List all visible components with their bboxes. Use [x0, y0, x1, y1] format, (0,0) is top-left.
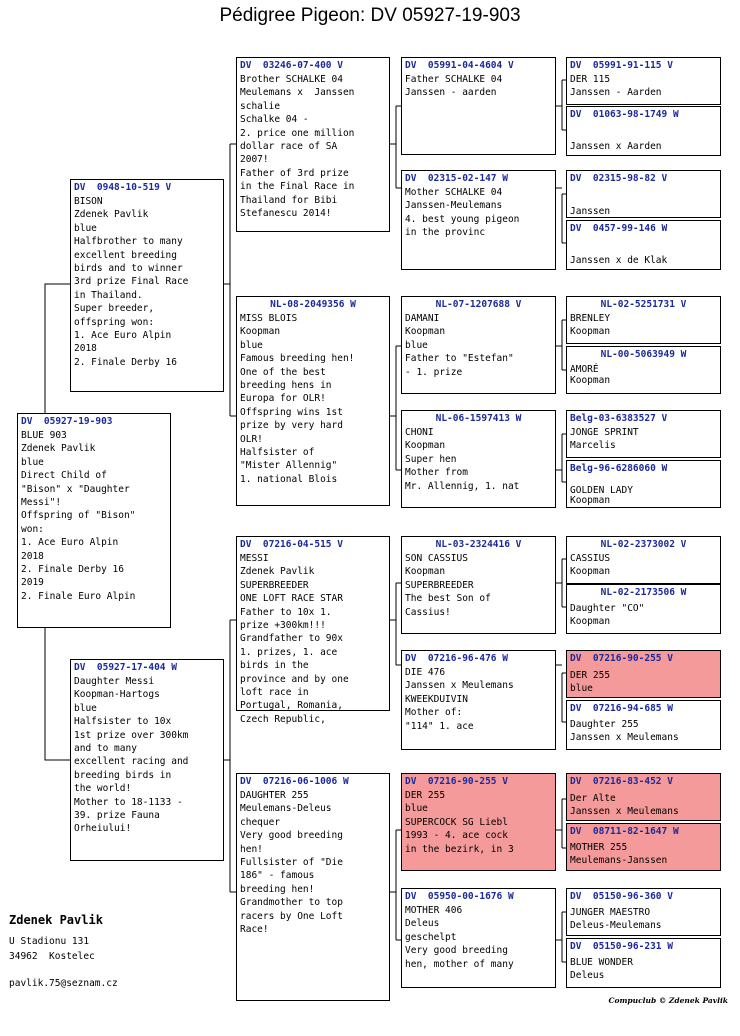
info-line: MOTHER 406 — [405, 905, 463, 916]
info-line: Mother from — [405, 467, 468, 479]
pigeon-info — [237, 72, 389, 220]
info-line: 1. prizes, 1. ace — [240, 646, 338, 658]
info-line: Zdenek Pavlik — [74, 209, 149, 221]
info-line: Zdenek Pavlik — [240, 566, 315, 578]
pedigree-box-g3 — [566, 170, 721, 218]
owner-name: Zdenek Pavlik — [9, 913, 103, 927]
info-line: BLUE 903 — [21, 430, 67, 441]
info-line: 39. prize Fauna — [74, 810, 160, 822]
info-line: SUPERCOCK SG Liebl — [405, 816, 508, 828]
info-line: - 1. prize — [405, 366, 463, 378]
info-line: Offspring wins 1st — [240, 406, 343, 418]
info-line: Europa for OLR! — [240, 393, 326, 405]
info-line: Meulemans-Janssen — [570, 855, 668, 867]
info-line: Father to "Estefan" — [405, 353, 514, 365]
info-line: geschelpt — [405, 931, 457, 943]
info-line: Koopman — [405, 440, 446, 452]
info-line: Mother SCHALKE 04 — [405, 187, 503, 198]
info-line: KWEEKDUIVIN — [405, 693, 468, 705]
info-line: in Thailand. — [74, 289, 143, 301]
pigeon-info — [71, 674, 223, 836]
info-line: Portugal, Romania, — [240, 700, 343, 712]
info-line: Koopman — [405, 566, 446, 578]
pigeon-info — [402, 788, 555, 856]
ring-number: DV 05150-96-360 V — [570, 891, 673, 902]
info-line: Grandfather to 90x — [240, 633, 343, 645]
info-line: 1st prize over 300km — [74, 729, 189, 741]
pigeon-info — [237, 551, 389, 726]
info-line: ONE LOFT RACE STAR — [240, 593, 343, 605]
info-line: Father of 3rd prize — [240, 167, 349, 179]
info-line: Cassius! — [405, 606, 451, 618]
info-line: Janssen x Aarden — [570, 141, 662, 152]
pigeon-info — [567, 185, 720, 220]
owner-info — [9, 912, 118, 991]
pedigree-box-g12 — [566, 700, 721, 750]
info-line: Koopman-Hartogs — [74, 689, 160, 701]
info-line: Koopman — [570, 326, 611, 338]
info-line: Super breeder, — [74, 303, 155, 315]
ring-number: NL-06-1597413 W — [435, 413, 522, 424]
info-line: Orheiului! — [74, 823, 132, 835]
pedigree-box-sss — [401, 57, 556, 155]
info-line: Messi"! — [21, 497, 62, 509]
pigeon-info — [567, 551, 720, 579]
info-line: Halfbrother to many — [74, 236, 183, 248]
info-line: prize +300km!!! — [240, 620, 326, 632]
info-line: Mother of: — [405, 707, 463, 719]
owner-street: U Stadionu 131 — [9, 936, 90, 947]
info-line: Stefanescu 2014! — [240, 208, 332, 220]
info-line: Zdenek Pavlik — [21, 443, 96, 455]
footer-credit: Compuclub © Zdenek Pavlik — [608, 996, 728, 1005]
info-line: Father SCHALKE 04 — [405, 74, 503, 85]
info-line: SON CASSIUS — [405, 553, 468, 564]
info-line: Meulemans-Deleus — [240, 803, 332, 815]
info-line: BISON — [74, 196, 103, 207]
info-line: Deleus-Meulemans — [570, 920, 662, 932]
pedigree-box-ssd — [401, 170, 556, 270]
pigeon-info — [237, 788, 389, 936]
info-line: Janssen x Meulemans — [570, 732, 679, 744]
info-line: DAUGHTER 255 — [240, 790, 309, 801]
ring-number: NL-02-2173506 W — [600, 587, 687, 598]
owner-city: 34962 Kostelec — [9, 951, 95, 962]
pedigree-box-g2 — [566, 106, 721, 156]
ring-number: DV 07216-96-476 W — [405, 653, 508, 664]
ring-number: DV 03246-07-400 V — [240, 60, 343, 71]
info-line: Direct Child of — [21, 470, 107, 482]
info-line: excellent racing and — [74, 756, 189, 768]
info-line: 2. Finale Derby 16 — [74, 356, 177, 368]
ring-number: DV 08711-82-1647 W — [570, 826, 679, 837]
ring-number: Belg-96-6286060 W — [570, 463, 668, 474]
info-line: BLUE WONDER — [570, 957, 633, 968]
pedigree-box-g1 — [566, 57, 721, 105]
ring-number: DV 01063-98-1749 W — [570, 109, 679, 120]
info-line: SUPERBREEDER — [405, 579, 474, 591]
info-line: schalie — [240, 100, 281, 112]
info-line: DIE 476 — [405, 667, 446, 678]
info-line: 2. Finale Euro Alpin — [21, 590, 136, 602]
pigeon-info — [402, 903, 555, 971]
info-line: 2018 — [21, 550, 44, 562]
info-line: BRENLEY — [570, 313, 611, 324]
ring-number: DV 02315-02-147 W — [405, 173, 508, 184]
info-line: 1. Ace Euro Alpin — [74, 330, 172, 342]
pigeon-info — [402, 311, 555, 379]
info-line: Koopman — [405, 326, 446, 338]
pedigree-box-sire-dam — [236, 296, 390, 506]
pigeon-info — [402, 185, 555, 240]
pigeon-info — [567, 715, 720, 745]
pedigree-box-sds — [401, 296, 556, 394]
pedigree-box-sdd — [401, 410, 556, 508]
ring-number: DV 05991-04-4604 V — [405, 60, 514, 71]
info-line: GOLDEN LADY — [570, 485, 633, 496]
info-line: 2018 — [74, 343, 97, 355]
info-line: OLR! — [240, 433, 263, 445]
ring-number: DV 07216-90-255 V — [570, 653, 673, 664]
pedigree-box-g7 — [566, 410, 721, 458]
pigeon-info — [567, 953, 720, 983]
info-line: Famous breeding hen! — [240, 353, 355, 365]
info-line: the world! — [74, 783, 132, 795]
info-line: CASSIUS — [570, 553, 611, 564]
info-line: Koopman — [240, 326, 281, 338]
info-line: dollar race of SA — [240, 141, 338, 153]
info-line: 2. Finale Derby 16 — [21, 564, 124, 576]
info-line: MESSI — [240, 553, 269, 564]
info-line: birds and to winner — [74, 263, 183, 275]
pedigree-box-g8 — [566, 460, 721, 508]
pedigree-box-g14 — [566, 823, 721, 871]
pigeon-info — [567, 72, 720, 100]
info-line: excellent breeding — [74, 249, 177, 261]
info-line: DER 255 — [405, 790, 446, 801]
ring-number: NL-02-2373002 V — [600, 539, 687, 550]
info-line: Koopman — [570, 566, 611, 578]
info-line: Koopman — [570, 375, 611, 386]
ring-number: DV 05950-00-1676 W — [405, 891, 514, 902]
info-line: MISS BLOIS — [240, 313, 298, 324]
info-line: JONGE SPRINT — [570, 427, 639, 438]
info-line: SUPERBREEDER — [240, 579, 309, 591]
pedigree-box-dds — [401, 773, 556, 871]
info-line: 3rd prize Final Race — [74, 276, 189, 288]
pedigree-box-g11 — [566, 650, 721, 698]
info-line: blue — [74, 222, 97, 234]
info-line: The best Son of — [405, 593, 491, 605]
ring-number: DV 07216-90-255 V — [405, 776, 508, 787]
info-line: Daughter 255 — [570, 719, 639, 730]
info-line: Deleus — [570, 970, 605, 982]
pigeon-info — [402, 72, 555, 100]
info-line: Janssen x Meulemans — [405, 680, 514, 692]
info-line: breeding birds in — [74, 769, 172, 781]
pedigree-box-g6 — [566, 346, 721, 394]
pigeon-info — [237, 311, 389, 486]
info-line: Janssen - aarden — [405, 87, 497, 99]
info-line: "Bison" x "Daughter — [21, 483, 130, 495]
info-line: DAMANI — [405, 313, 440, 324]
pigeon-info — [567, 425, 720, 453]
info-line: chequer — [240, 816, 281, 828]
info-line: and to many — [74, 743, 137, 755]
pedigree-box-dam-dam — [236, 773, 390, 1001]
ring-number: DV 05991-91-115 V — [570, 60, 673, 71]
pedigree-box-sire — [70, 179, 224, 392]
pedigree-box-dsd — [401, 650, 556, 750]
pedigree-box-g4 — [566, 220, 721, 270]
pedigree-box-g16 — [566, 938, 721, 988]
info-line — [570, 186, 717, 203]
pigeon-info — [567, 665, 720, 696]
ring-number: Belg-03-6383527 V — [570, 413, 668, 424]
pedigree-box-dam-sire — [236, 536, 390, 725]
pigeon-info — [402, 551, 555, 619]
info-line: Der Alte — [570, 793, 616, 804]
pedigree-box-sire-sire — [236, 57, 390, 232]
info-line: Schalke 04 - — [240, 114, 309, 126]
info-line: breeding hens in — [240, 380, 332, 392]
pigeon-info — [567, 599, 720, 629]
info-line: Grandmother to top — [240, 897, 343, 909]
info-line: Czech Republic, — [240, 713, 326, 725]
owner-email: pavlik.75@seznam.cz — [9, 978, 118, 989]
pigeon-info — [18, 428, 170, 603]
ring-number: DV 05927-19-903 — [21, 416, 113, 427]
info-line: blue — [570, 683, 593, 695]
ring-number: DV 07216-06-1006 W — [240, 776, 349, 787]
info-line: blue — [21, 456, 44, 468]
info-line: Fullsister of "Die — [240, 857, 343, 869]
info-line: Koopman — [570, 495, 611, 506]
pigeon-info — [567, 903, 720, 933]
pedigree-box-dam — [70, 659, 224, 861]
info-line: MOTHER 255 — [570, 842, 628, 853]
ring-number: NL-02-5251731 V — [600, 299, 687, 310]
info-line: prize by very hard — [240, 420, 343, 432]
info-line: Janssen — [570, 206, 611, 217]
info-line: Mr. Allennig, 1. nat — [405, 480, 520, 492]
info-line: "Mister Allennig" — [240, 460, 338, 472]
info-line: hen! — [240, 843, 263, 855]
pedigree-box-g9 — [566, 536, 721, 584]
pigeon-info — [567, 235, 720, 266]
pigeon-info — [567, 311, 720, 339]
info-line: offspring won: — [74, 316, 155, 328]
info-line: 186" - famous — [240, 870, 315, 882]
pedigree-box-g10 — [566, 584, 721, 634]
pedigree-box-root — [17, 413, 171, 628]
info-line: breeding hen! — [240, 883, 315, 895]
info-line: Race! — [240, 924, 269, 936]
info-line: Janssen - Aarden — [570, 87, 662, 99]
info-line: Janssen x de Klak — [570, 255, 668, 266]
ring-number: DV 0948-10-519 V — [74, 182, 172, 193]
info-line: blue — [240, 339, 263, 351]
info-line: AMORÉ — [570, 364, 599, 375]
info-line: Halfsister to 10x — [74, 716, 172, 728]
page-title: Pédigree Pigeon: DV 05927-19-903 — [219, 5, 521, 26]
info-line: in the bezirk, in 3 — [405, 843, 514, 855]
info-line: Mother to 18-1133 - — [74, 796, 183, 808]
ring-number: NL-08-2049356 W — [270, 299, 356, 310]
info-line: Brother SCHALKE 04 — [240, 74, 343, 85]
info-line: Marcelis — [570, 440, 616, 452]
info-line: blue — [405, 803, 428, 815]
info-line: Father to 10x 1. — [240, 606, 332, 618]
ring-number: DV 02315-98-82 V — [570, 173, 668, 184]
pedigree-box-g5 — [566, 296, 721, 344]
pigeon-info — [567, 121, 720, 152]
ring-number: DV 07216-83-452 V — [570, 776, 673, 787]
pigeon-info — [567, 475, 720, 506]
info-line: loft race in — [240, 687, 309, 699]
ring-number: DV 07216-94-685 W — [570, 703, 673, 714]
info-line: DER 255 — [570, 670, 611, 681]
info-line: racers by One Loft — [240, 910, 343, 922]
info-line: DER 115 — [570, 74, 611, 85]
info-line: Daughter "CO" — [570, 603, 645, 614]
pigeon-info — [567, 361, 720, 386]
ring-number: NL-03-2324416 V — [435, 539, 522, 550]
info-line: 2007! — [240, 154, 269, 166]
ring-number: NL-07-1207688 V — [435, 299, 522, 310]
info-line: 2. price one million — [240, 127, 355, 139]
pigeon-info — [567, 838, 720, 868]
info-line: 1993 - 4. ace cock — [405, 830, 508, 842]
info-line: Offspring of "Bison" — [21, 510, 136, 522]
info-line: birds in the — [240, 660, 309, 672]
pedigree-box-dss — [401, 536, 556, 634]
pigeon-info — [567, 788, 720, 819]
info-line: Super hen — [405, 453, 457, 465]
info-line: blue — [405, 339, 428, 351]
ring-number: DV 07216-04-515 V — [240, 539, 343, 550]
info-line: province and by one — [240, 673, 349, 685]
info-line: in the provinc — [405, 227, 486, 239]
pedigree-box-g13 — [566, 773, 721, 821]
info-line: hen, mother of many — [405, 958, 514, 970]
info-line: CHONI — [405, 427, 434, 438]
pedigree-box-g15 — [566, 888, 721, 936]
info-line: Koopman — [570, 616, 611, 628]
info-line: Meulemans x Janssen — [240, 87, 355, 99]
info-line: Thailand for Bibi — [240, 194, 338, 206]
info-line: Very good breeding — [405, 945, 508, 957]
info-line: 2019 — [21, 577, 44, 589]
pigeon-info — [402, 425, 555, 493]
ring-number: DV 0457-99-146 W — [570, 223, 668, 234]
info-line: Very good breeding — [240, 830, 343, 842]
pedigree-box-ddd — [401, 888, 556, 988]
info-line: Daughter Messi — [74, 676, 155, 687]
info-line: in the Final Race in — [240, 181, 355, 193]
info-line: Halfsister of — [240, 447, 315, 459]
pigeon-info — [71, 194, 223, 369]
ring-number: DV 05927-17-404 W — [74, 662, 177, 673]
info-line: 1. national Blois — [240, 473, 338, 485]
info-line: Deleus — [405, 918, 440, 930]
info-line — [570, 122, 717, 132]
pigeon-info — [402, 665, 555, 733]
info-line — [570, 236, 717, 246]
info-line: blue — [74, 702, 97, 714]
info-line: "114" 1. ace — [405, 720, 474, 732]
info-line: 1. Ace Euro Alpin — [21, 537, 119, 549]
info-line: Janssen x Meulemans — [570, 806, 679, 818]
info-line: One of the best — [240, 366, 326, 378]
ring-number: NL-00-5063949 W — [600, 349, 687, 360]
info-line: Janssen-Meulemans — [405, 200, 503, 212]
info-line: 4. best young pigeon — [405, 213, 520, 225]
info-line: JUNGER MAESTRO — [570, 907, 651, 918]
info-line: won: — [21, 523, 44, 535]
ring-number: DV 05150-96-231 W — [570, 941, 673, 952]
